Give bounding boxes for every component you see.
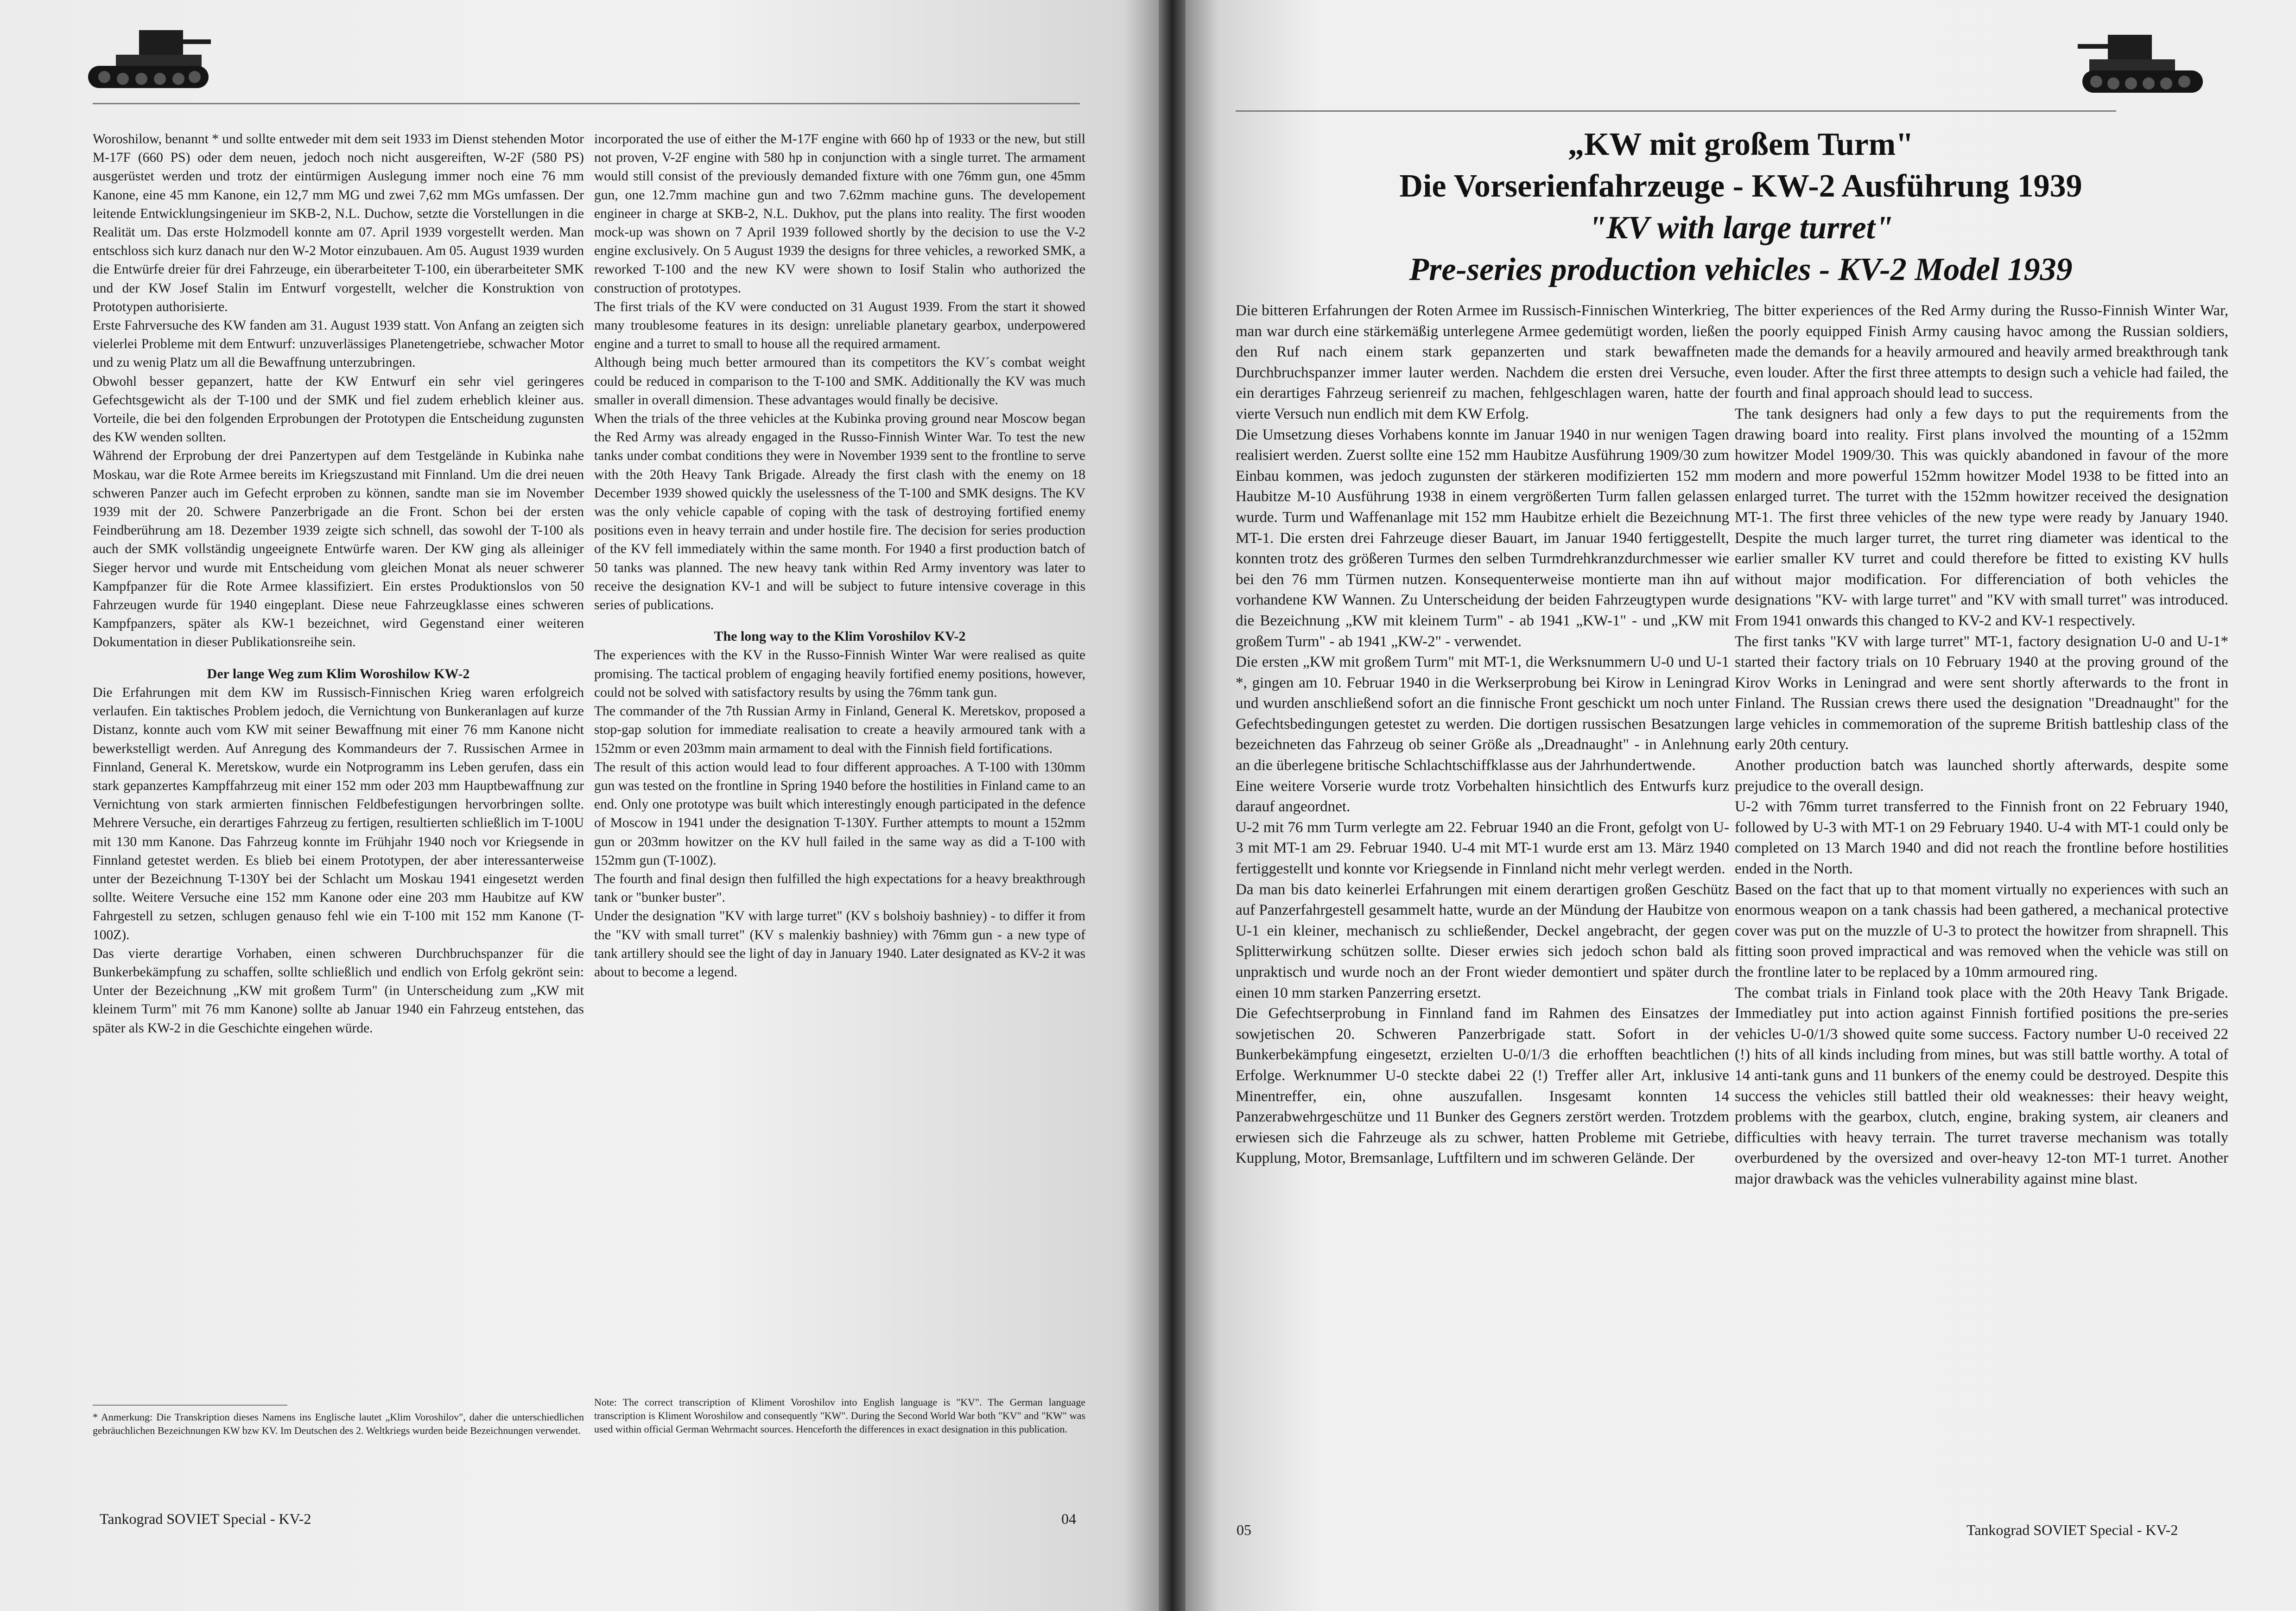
left-column-german: [93, 130, 584, 1038]
paragraph: Das vierte derartige Vorhaben, einen schweren Durchbruchspanzer für die Bunkerbekämpfung zu schaffen, sollte schließlich und endlich von Erfolg gekrönt sein: Unter der Bezeichnung „KW mit großem Turm" (in Unterscheidung zum „KW mit kleinem Turm" mit 76 mm Kanone) sollte ab Januar 1940 ein Fahrzeug entstehen, das später als KW-2 in die Geschichte eingehen würde.: [93, 946, 584, 1036]
paragraph: The tank designers had only a few days to put the requirements from the drawing board into reality. First plans involved the mounting of a 152mm howitzer Model 1909/30. This was quickly abandoned in favour of the more modern and more powerful 152mm howitzer Model 1938 to be fitted into an enlarged turret. The turret with the 152mm howitzer received the designation MT-1. The first three vehicles of the new type were ready by January 1940. Despite the much larger turret, the turret ring diameter was identical to the earlier smaller KV turret and could therefore be fitted to existing KV hulls without major modification. For differenciation of both vehicles the designations "KV- with large turret" and "KV with small turret" was introduced. From 1941 onwards this changed to KV-2 and KV-1 respectively.: [1735, 405, 2228, 629]
paragraph: The bitter experiences of the Red Army during the Russo-Finnish Winter War, the poorly equipped Finish Army causing havoc among the Russian soldiers, made the demands for a heavily armoured and heavily armed breakthrough tank even louder. After the first three attempts to design such a vehicle had failed, the fourth and final approach should lead to success.: [1735, 302, 2228, 402]
right-page: [1186, 0, 2296, 1611]
footnote-english: Note: The correct transcription of Kliment Voroshilov into English language is "KV". The German language transcription is Kliment Woroshilow and consequently "KW". During the Second World War both "KV" and "KW" was used within official German Wehrmacht sources. Henceforth the differences in exact designation in this publication.: [594, 1396, 1085, 1435]
paragraph: incorporated the use of either the M-17F engine with 660 hp of 1933 or the new, but still not proven, V-2F engine with 580 hp in conjunction with a single turret. The armament would still consist of the previously demanded fixture with one 76mm gun, one 45mm gun, one 12.7mm machine gun and two 7.62mm machine guns. The developement engineer in charge at SKB-2, N.L. Dukhov, put the plans into reality. The first wooden mock-up was shown on 7 April 1939 followed shortly by the decision to use the V-2 engine exclusively. On 5 August 1939 the designs for three vehicles, a reworked SMK, a reworked T-100 and the new KV were shown to Iosif Stalin who authorized the construction of prototypes.: [594, 132, 1085, 296]
paragraph: U-2 with 76mm turret transferred to the Finnish front on 22 February 1940, followed by U-3 with MT-1 on 29 February 1940. U-4 with MT-1 could only be completed on 13 March 1940 and did not reach the frontline before hostilities ended in the North.: [1735, 798, 2228, 878]
right-column-english: [594, 130, 1085, 981]
paragraph: Die bitteren Erfahrungen der Roten Armee im Russisch-Finnischen Winterkrieg, man war durch eine stärkemäßig unterlegene Armee gedemütigt worden, ließen den Ruf nach einem stark gepanzerten und stark bewaffneten Durchbruchspanzer immer lauter werden. Nachdem die ersten drei Versuche, ein derartiges Fahrzeug serienreif zu machen, fehlgeschlagen waren, hatte der vierte Versuch nun endlich mit dem KW Erfolg.: [1236, 302, 1729, 422]
header-rule: [1236, 110, 2116, 112]
paragraph: The commander of the 7th Russian Army in Finland, General K. Meretskov, proposed a stop-gap solution for immediate realisation to create a heavily armoured tank with a 152mm or even 203mm main armament to deal with the Finnish field fortifications.: [594, 704, 1085, 756]
kv2-tank-silhouette-icon: [2071, 28, 2219, 102]
paragraph: Erste Fahrversuche des KW fanden am 31. August 1939 statt. Von Anfang an zeigten sich vielerlei Probleme mit dem Entwurf: unzuverlässiges Planetengetriebe, schwacher Motor und zu wenig Platz um all die Bewaffnung unterzubringen.: [93, 318, 584, 370]
paragraph: Obwohl besser gepanzert, hatte der KW Entwurf ein sehr viel geringeres Gefechtsgewicht als der T-100 und der SMK und fiel zudem erheblich kleiner aus. Vorteile, die bei den folgenden Erprobungen der Prototypen die Entscheidung zugunsten des KW wenden sollten.: [93, 374, 584, 445]
title-german-line-2: Die Vorserienfahrzeuge - KW-2 Ausführung 1939: [1399, 168, 2082, 204]
page-number: 04: [1061, 1510, 1076, 1527]
paragraph: Based on the fact that up to that moment virtually no experiences with such an enormous weapon on a tank chassis had been gathered, a mechanical protective cover was put on the muzzle of U-3 to protect the howitzer from shrapnell. This fitting soon proved impractical and was removed when the vehicle was still on the frontline later to be replaced by a 10mm armoured ring.: [1735, 881, 2228, 981]
paragraph: The combat trials in Finland took place with the 20th Heavy Tank Brigade. Immediatley put into action against Finnish fortified positions the pre-series vehicles U-0/1/3 showed quite some success. Factory number U-0 received 22 (!) hits of all kinds including from mines, but was still battle worthy. A total of 14 anti-tank guns and 11 bunkers of the enemy could be destroyed. Despite this success the vehicles still battled their old weaknesses: their heavy weight, problems with the gearbox, clutch, engine, braking system, air cleaners and difficulties with heavy terrain. The turret traverse mechanism was totally overburdened by the oversized and over-heavy 12-ton MT-1 turret. Another major drawback was the vehicles vulnerability against mine blast.: [1735, 984, 2228, 1187]
paragraph: Die Gefechtserprobung in Finnland fand im Rahmen des Einsatzes der sowjetischen 20. Schweren Panzerbrigade statt. Sofort in der Bunkerbekämpfung eingesetzt, erzielten U-0/1/3 die erhofften beachtlichen Erfolge. Werknummer U-0 steckte dabei 22 (!) Treffer aller Art, inklusive Minentreffer, ein, ohne auszufallen. Insgesamt konnten 14 Panzerabwehrgeschütze und 11 Bunker des Gegners zerstört werden. Trotzdem erwiesen sich die Fahrzeuge als zu schwer, hatten Probleme mit Getriebe, Kupplung, Motor, Bremsanlage, Luftfiltern und im schweren Gelände. Der: [1236, 1005, 1729, 1167]
right-column-english: [1735, 300, 2228, 1190]
section-heading: Der lange Weg zum Klim Woroshilow KW-2: [207, 666, 470, 681]
paragraph: Another production batch was launched shortly afterwards, despite some prejudice to the overall design.: [1735, 757, 2228, 795]
left-column-german: [1236, 300, 1729, 1169]
paragraph: Eine weitere Vorserie wurde trotz Vorbehalten hinsichtlich des Entwurfs kurz darauf angeordnet.: [1236, 777, 1729, 815]
title-english-line-1: "KV with large turret": [1588, 210, 1893, 246]
running-footer: Tankograd SOVIET Special - KV-2: [1966, 1522, 2178, 1538]
paragraph: Woroshilow, benannt * und sollte entweder mit dem seit 1933 im Dienst stehenden Motor M-17F (660 PS) oder dem neuen, jedoch noch nicht ausgereiften, W-2F (580 PS) ausgerüstet werden und trotz der eintürmigen Auslegung immer noch eine 76 mm Kanone, eine 45 mm Kanone, ein 12,7 mm MG und zwei 7,62 mm MGs umfassen. Der leitende Entwicklungsingenieur im SKB-2, N.L. Duchow, setzte die Vorstellungen in die Realität um. Das erste Holzmodell konnte am 07. April 1939 vorgestellt werden. Man entschloss sich kurz danach nur den W-2 Motor einzubauen. Am 05. August 1939 wurden die Entwürfe dreier für drei Fahrzeuge, ein überarbeiteter T-100, ein überarbeiteter SMK und der KW Josef Stalin im Entwurf vorgestellt, welcher die Konstruktion von Prototypen authorisierte.: [93, 132, 584, 314]
paragraph: The first trials of the KV were conducted on 31 August 1939. From the start it showed many troublesome features in its design: unreliable planetary gearbox, underpowered engine and a turret to small to house all the required armament.: [594, 299, 1085, 352]
paragraph: The first tanks "KV with large turret" MT-1, factory designation U-0 and U-1* started their factory trials on 10 February 1940 at the proving ground of the Kirov Works in Leningrad and were sent shortly afterwards to the front in Finland. The Russian crews there used the designation "Dreadnaught" for the large vehicles in commemoration of the supreme British battleship class of the early 20th century.: [1735, 633, 2228, 753]
title-german-line-1: „KW mit großem Turm": [1567, 127, 1914, 162]
paragraph: The experiences with the KV in the Russo-Finnish Winter War were realised as quite promising. The tactical problem of engaging heavily fortified enemy positions, however, could not be solved with satisfactory results by using the 76mm tank gun.: [594, 648, 1085, 700]
paragraph: Während der Erprobung der drei Panzertypen auf dem Testgelände in Kubinka nahe Moskau, war die Rote Armee bereits im Kriegszustand mit Finnland. Um die drei neuen schweren Panzer auch im Gefecht erproben zu können, sandte man sie im November 1939 mit der 20. Schwere Panzerbrigade an die Front. Schon bei der ersten Feindberührung am 18. Dezember 1939 zeigte sich schnell, das sowohl der T-100 als auch der SMK vollständig ungeeignete Entwürfe waren. Der KW ging als alleiniger Sieger hervor und wurde mit Entscheidung vom gleichen Monat als neuer schwerer Kampfpanzer für die Rote Armee klassifiziert. Ein erstes Produktionslos von 50 Fahrzeugen wurde für 1940 eingeplant. Diese neue Fahrzeugklasse eines schweren Kampfpanzers, später als KW-1 bezeichnet, wird Gegenstand einer weiteren Dokumentation in dieser Publikationsreihe sein.: [93, 448, 584, 650]
kv2-tank-silhouette-icon: [70, 23, 218, 97]
paragraph: The result of this action would lead to four different approaches. A T-100 with 130mm gun was tested on the frontline in Spring 1940 before the hostilities in Finland came to an end. Only one prototype was built which interestingly enough participated in the defence of Moscow in 1941 under the designation T-130Y. Further attempts to mount a 152mm gun or 203mm howitzer on the KV hull failed in the same way as did a T-100 with 152mm gun (T-100Z).: [594, 759, 1085, 868]
footnote-rule: [93, 1405, 287, 1406]
running-footer: Tankograd SOVIET Special - KV-2: [100, 1510, 311, 1527]
book-gutter: [1159, 0, 1186, 1611]
section-heading: The long way to the Klim Voroshilov KV-2: [714, 629, 966, 644]
paragraph: Die Erfahrungen mit dem KW im Russisch-Finnischen Krieg waren erfolgreich verlaufen. Ein taktisches Problem jedoch, die Vernichtung von Bunkeranlagen auf kurze Distanz, konnte auch vom KW mit seiner Bewaffnung mit einer 76 mm Kanone nicht bewerkstelligt werden. Auf Anregung des Kommandeurs der 7. Russischen Armee in Finnland, General K. Meretskow, wurde ein Notprogramm ins Leben gerufen, dass ein stark gepanzertes Kampffahrzeug mit einer 152 mm oder 203 mm Hauptbewaffnung zur Vernichtung von stark armierten finnischen Feldbefestigungen hervorbringen sollte. Mehrere Versuche, ein derartiges Fahrzeug zu fertigen, resultierten schließlich im T-100U mit 130 mm Kanone. Das Fahrzeug konnte im Frühjahr 1940 noch vor Kriegsende in Finnland getestet werden. Es blieb bei einem Prototypen, der aber interessanterweise unter der Bezeichnung T-130Y bei der Schlacht um Moskau 1941 eingesetzt werden sollte. Weitere Versuche eine 152 mm Kanone oder eine 203 mm Haubitze auf KW Fahrgestell zu setzen, schlugen genauso fehl wie ein T-100 mit 152 mm Kanone (T-100Z).: [93, 685, 584, 942]
paragraph: Die Umsetzung dieses Vorhabens konnte im Januar 1940 in nur wenigen Tagen realisiert werden. Zuerst sollte eine 152 mm Haubitze Ausführung 1909/30 zum Einbau kommen, was jedoch zugunsten der stärkeren modifizierten 152 mm Haubitze M-10 Ausführung 1938 in einem vergrößerten Turm fallen gelassen wurde. Turm und Waffenanlage mit 152 mm Haubitze erhielt die Bezeichnung MT-1. Die ersten drei Fahrzeuge dieser Bauart, im Januar 1940 fertiggestellt, konnten trotz des größeren Turmes den selben Turmdrehkranzdurchmesser wie bei den 76 mm Türmen nutzen. Konsequenterweise montierte man ihn auf vorhandene KW Wannen. Zu Unterscheidung der beiden Fahrzeugtypen wurde die Bezeichnung „KW mit kleinem Turm" - ab 1941 „KW-1" - und „KW mit großem Turm" - ab 1941 „KW-2" - verwendet.: [1236, 426, 1729, 650]
paragraph: The fourth and final design then fulfilled the high expectations for a heavy breakthrough tank or "bunker buster".: [594, 871, 1085, 905]
paragraph: Although being much better armoured than its competitors the KV´s combat weight could be reduced in comparison to the T-100 and SMK. Additionally the KV was much smaller in overall dimension. These advantages would finally be decisive.: [594, 355, 1085, 408]
paragraph: U-2 mit 76 mm Turm verlegte am 22. Februar 1940 an die Front, gefolgt von U-3 mit MT-1 am 29. Februar 1940. U-4 mit MT-1 wurde erst am 13. März 1940 fertiggestellt und konnte vor Kriegsende in Finnland nicht mehr verlegt werden.: [1236, 819, 1729, 878]
paragraph: Die ersten „KW mit großem Turm" mit MT-1, die Werksnummern U-0 und U-1 *, gingen am 10. Februar 1940 in die Werkserprobung bei Kirow in Leningrad und wurden anschließend sofort an die finnische Front geschickt um noch unter Gefechtsbedingungen getestet zu werden. Die dortigen russischen Besatzungen bezeichneten das Fahrzeug ob seiner Größe als „Dreadnaught" - in Anlehnung an die überlegene britische Schlachtschiffklasse aus der Jahrhundertwende.: [1236, 654, 1729, 774]
paragraph: When the trials of the three vehicles at the Kubinka proving ground near Moscow began the Red Army was already engaged in the Russo-Finnish Winter War. To test the new tanks under combat conditions they were in November 1939 sent to the frontline to serve with the 20th Heavy Tank Brigade. Already the first clash with the enemy on 18 December 1939 showed quickly the uselessness of the T-100 and SMK designs. The KV was the only vehicle capable of coping with the task of destroying fortified enemy positions even in heavy terrain and under hostile fire. The decision for series production of the KV fell immediately within the same month. For 1940 a first production batch of 50 tanks was planned. The new heavy tank within Red Army inventory was later to receive the designation KV-1 and will be subject to future intensive coverage in this series of publications.: [594, 411, 1085, 613]
footnote-german: * Anmerkung: Die Transkription dieses Namens ins Englische lautet „Klim Voroshilov", daher die unterschiedlichen gebräuchlichen Bezeichnungen KW bzw KV. Im Deutschen des 2. Weltkriegs wurden beide Bezeichnungen verwendet.: [93, 1411, 584, 1436]
page-number: 05: [1237, 1522, 1251, 1538]
paragraph: Under the designation "KV with large turret" (KV s bolshoiy bashniey) - to differ it from the "KV with small turret" (KV s malenkiy bashniey) with 76mm gun - a new type of tank artillery should see the light of day in January 1940. Later designated as KV-2 it was about to become a legend.: [594, 909, 1085, 980]
header-rule: [93, 103, 1080, 104]
title-english-line-2: Pre-series production vehicles - KV-2 Model 1939: [1409, 252, 2073, 287]
paragraph: Da man bis dato keinerlei Erfahrungen mit einem derartigen großen Geschütz auf Panzerfahrgestell gesammelt hatte, wurde an der Mündung der Haubitze von U-1 ein kleiner, mechanisch zu schließender, Deckel angebracht, der gegen Splitterwirkung schützen sollte. Dieser erwies sich jedoch schon bald als unpraktisch und wurde noch an der Front wieder demontiert und später durch einen 10 mm starken Panzerring ersetzt.: [1236, 881, 1729, 1001]
